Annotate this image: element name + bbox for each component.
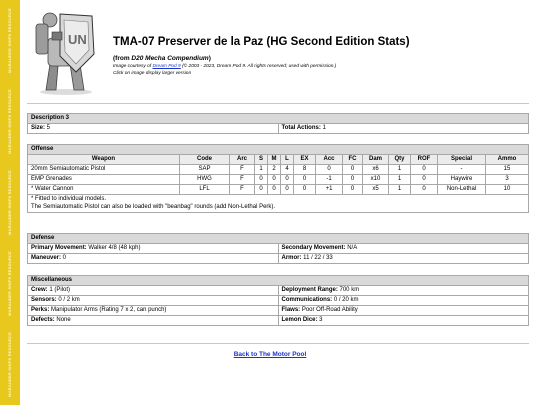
sidebar-stripe: MARAUDER SHIPS RESOURCE <box>7 89 12 154</box>
defense-heading: Defense <box>28 234 529 244</box>
size-label: Size: <box>31 125 46 131</box>
acc-cell: 0 <box>316 165 343 175</box>
code-cell: HWG <box>180 175 230 185</box>
armor-value: 11 / 22 / 33 <box>301 255 333 261</box>
fc-cell: 0 <box>343 175 363 185</box>
m-cell: 0 <box>268 185 281 195</box>
total-actions-cell <box>278 124 529 134</box>
armor-label: Armor: <box>281 255 302 261</box>
primary-movement-value: Walker 4/8 (48 kph) <box>86 245 141 251</box>
crew-value: 1 (Pilot) <box>47 287 71 293</box>
fc-cell: 0 <box>343 185 363 195</box>
offense-note-1: * Fitted to individual models. <box>31 196 107 202</box>
communications-value: 0 / 20 km <box>332 297 359 303</box>
perks-value: Manipulator Arms (Rating 7 x 2, can punch) <box>49 307 167 313</box>
armor-cell <box>278 254 529 264</box>
qty-cell: 1 <box>389 175 411 185</box>
offense-header-row <box>28 155 529 165</box>
source-book: D20 Mecha Compendium <box>131 55 209 62</box>
offense-table <box>27 144 529 213</box>
secondary-movement-label: Secondary Movement: <box>281 245 346 251</box>
crew-cell <box>28 286 279 296</box>
size-value: 5 <box>45 125 51 131</box>
miscellaneous-table <box>27 275 529 326</box>
ammo-cell: 15 <box>486 165 529 175</box>
l-cell: 0 <box>281 175 294 185</box>
table-row <box>28 185 529 195</box>
special-cell: Non-Lethal <box>438 185 486 195</box>
rof-cell: 0 <box>411 175 438 185</box>
dream-pod-9-link[interactable]: Dream Pod 9 <box>152 64 181 69</box>
communications-cell <box>278 296 529 306</box>
sidebar-stripe: MARAUDER SHIPS RESOURCE <box>7 8 12 73</box>
defense-table <box>27 233 529 264</box>
rof-cell: 0 <box>411 185 438 195</box>
size-cell <box>28 124 279 134</box>
special-cell: Haywire <box>438 175 486 185</box>
sensors-cell <box>28 296 279 306</box>
sidebar-stripe: MARAUDER SHIPS RESOURCE <box>7 251 12 316</box>
col-l: L <box>281 155 294 165</box>
lemon-dice-label: Lemon Dice: <box>281 317 318 323</box>
col-weapon: Weapon <box>28 155 180 165</box>
acc-cell: +1 <box>316 185 343 195</box>
arc-cell: F <box>230 175 255 185</box>
defects-value: None <box>54 317 71 323</box>
ex-cell: 8 <box>294 165 316 175</box>
deployment-range-cell <box>278 286 529 296</box>
page-title: TMA-07 Preserver de la Paz (HG Second Edition Stats) <box>113 36 410 48</box>
s-cell: 0 <box>255 185 268 195</box>
col-rof: ROF <box>411 155 438 165</box>
offense-note-2: The Semiautomatic Pistol can also be loaded with "beanbag" rounds (add Non-Lethal Perk). <box>31 203 276 210</box>
col-acc: Acc <box>316 155 343 165</box>
acc-cell: -1 <box>316 175 343 185</box>
deployment-range-label: Deployment Range: <box>281 287 338 293</box>
source-close: ) <box>208 55 211 62</box>
dam-cell: x5 <box>363 185 389 195</box>
fc-cell: 0 <box>343 165 363 175</box>
table-row <box>28 175 529 185</box>
flaws-value: Poor Off-Road Ability <box>300 307 358 313</box>
flaws-cell <box>278 306 529 316</box>
divider <box>27 343 529 344</box>
maneuver-label: Maneuver: <box>31 255 62 261</box>
code-cell: SAP <box>180 165 230 175</box>
table-row <box>28 165 529 175</box>
back-to-motor-pool-link[interactable]: Back to The Motor Pool <box>233 351 307 358</box>
qty-cell: 1 <box>389 185 411 195</box>
description-table <box>27 113 529 134</box>
communications-label: Communications: <box>281 297 333 303</box>
perks-label: Perks: <box>31 307 50 313</box>
flaws-label: Flaws: <box>281 307 301 313</box>
l-cell: 4 <box>281 165 294 175</box>
defects-cell <box>28 316 279 326</box>
back-link-container <box>0 351 540 358</box>
weapon-cell: * Water Cannon <box>28 185 180 195</box>
credit-suffix: (© 2003 - 2023, Dream Pod 9. All rights reserved; used with permission.) <box>180 64 337 69</box>
source-open: (from <box>113 55 132 62</box>
description-heading: Description 3 <box>28 114 529 124</box>
col-ex: EX <box>294 155 316 165</box>
ammo-cell: 10 <box>486 185 529 195</box>
perks-cell <box>28 306 279 316</box>
col-special: Special <box>438 155 486 165</box>
primary-movement-label: Primary Movement: <box>31 245 87 251</box>
sidebar-banner <box>0 0 20 405</box>
deployment-range-value: 700 km <box>337 287 360 293</box>
col-arc: Arc <box>230 155 255 165</box>
col-dam: Dam <box>363 155 389 165</box>
dam-cell: x6 <box>363 165 389 175</box>
col-s: S <box>255 155 268 165</box>
col-qty: Qty <box>389 155 411 165</box>
mecha-image[interactable] <box>30 4 98 96</box>
s-cell: 1 <box>255 165 268 175</box>
divider <box>27 103 529 104</box>
primary-movement-cell <box>28 244 279 254</box>
col-m: M <box>268 155 281 165</box>
sensors-value: 0 / 2 km <box>56 297 80 303</box>
click-note: Click on image display larger version <box>113 71 192 76</box>
lemon-dice-cell <box>278 316 529 326</box>
secondary-movement-value: N/A <box>345 245 358 251</box>
offense-heading: Offense <box>28 145 529 155</box>
m-cell: 2 <box>268 165 281 175</box>
arc-cell: F <box>230 185 255 195</box>
dam-cell: x10 <box>363 175 389 185</box>
special-cell: - <box>438 165 486 175</box>
total-actions-label: Total Actions: <box>281 125 321 131</box>
sensors-label: Sensors: <box>31 297 57 303</box>
qty-cell: 1 <box>389 165 411 175</box>
code-cell: LFL <box>180 185 230 195</box>
ex-cell: 0 <box>294 175 316 185</box>
total-actions-value: 1 <box>320 125 326 131</box>
ex-cell: 0 <box>294 185 316 195</box>
source-line <box>113 55 211 62</box>
offense-notes <box>28 195 529 213</box>
credit-prefix: Image courtesy of <box>113 64 153 69</box>
maneuver-cell <box>28 254 279 264</box>
weapon-cell: 20mm Semiautomatic Pistol <box>28 165 180 175</box>
weapon-cell: EMP Grenades <box>28 175 180 185</box>
col-code: Code <box>180 155 230 165</box>
miscellaneous-heading: Miscellaneous <box>28 276 529 286</box>
crew-label: Crew: <box>31 287 48 293</box>
sidebar-stripe: MARAUDER SHIPS RESOURCE <box>7 332 12 397</box>
image-credit <box>113 63 336 77</box>
defects-label: Defects: <box>31 317 55 323</box>
l-cell: 0 <box>281 185 294 195</box>
col-fc: FC <box>343 155 363 165</box>
lemon-dice-value: 3 <box>317 317 323 323</box>
m-cell: 0 <box>268 175 281 185</box>
s-cell: 0 <box>255 175 268 185</box>
col-ammo: Ammo <box>486 155 529 165</box>
maneuver-value: 0 <box>61 255 67 261</box>
arc-cell: F <box>230 165 255 175</box>
svg-text:UN: UN <box>68 32 87 47</box>
sidebar-stripe: MARAUDER SHIPS RESOURCE <box>7 170 12 235</box>
ammo-cell: 3 <box>486 175 529 185</box>
secondary-movement-cell <box>278 244 529 254</box>
rof-cell: 0 <box>411 165 438 175</box>
